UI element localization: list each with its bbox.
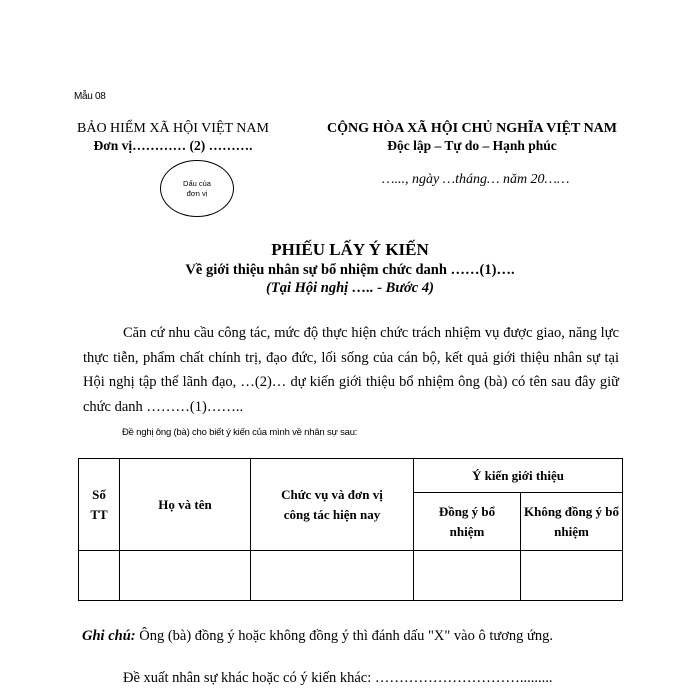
national-motto: Độc lập – Tự do – Hạnh phúc bbox=[387, 138, 557, 153]
document-title: PHIẾU LẤY Ý KIẾN bbox=[271, 240, 429, 259]
opinion-table bbox=[78, 458, 623, 601]
national-header bbox=[322, 120, 622, 154]
header-name: Họ và tên bbox=[120, 459, 251, 551]
unit-line: Đơn vị………… (2) ………. bbox=[93, 138, 253, 153]
cell-agree[interactable] bbox=[414, 551, 521, 601]
document-subtitle-italic: (Tại Hội nghị ….. - Bước 4) bbox=[266, 280, 434, 296]
suggestion-line: Đề xuất nhân sự khác hoặc có ý kiến khác: …………………………......... bbox=[123, 670, 553, 686]
header-agree: Đồng ý bổ nhiệm bbox=[414, 493, 521, 551]
cell-disagree[interactable] bbox=[521, 551, 623, 601]
org-name: BẢO HIỂM XÃ HỘI VIỆT NAM bbox=[77, 121, 269, 136]
cell-no[interactable] bbox=[79, 551, 120, 601]
cell-position[interactable] bbox=[251, 551, 414, 601]
seal-placeholder bbox=[160, 160, 234, 217]
header-position: Chức vụ và đơn vị công tác hiện nay bbox=[251, 459, 414, 551]
header-disagree: Không đồng ý bổ nhiệm bbox=[521, 493, 623, 551]
date-line: …..., ngày …tháng… năm 20…… bbox=[382, 172, 570, 187]
document-subtitle: Về giới thiệu nhân sự bổ nhiệm chức danh ……(1)…. bbox=[185, 262, 515, 278]
header-opinion: Ý kiến giới thiệu bbox=[414, 459, 623, 493]
table-row bbox=[79, 551, 623, 601]
form-code: Mẫu 08 bbox=[74, 91, 106, 102]
country-name: CỘNG HÒA XÃ HỘI CHỦ NGHĨA VIỆT NAM bbox=[326, 121, 617, 136]
body-paragraph: Căn cứ nhu cầu công tác, mức độ thực hiện chức trách nhiệm vụ được giao, năng lực thực tiễn, phẩm chất chính trị, đạo đức, lối sống của cán bộ, kết quả giới thiệu nhân sự tại Hội nghị tập thể lãnh đạo, …(2)… dự kiến giới thiệu bổ nhiệm ông (bà) có tên sau đây giữ chức danh ………(1)…….. bbox=[83, 325, 619, 415]
note-label: Ghi chú: bbox=[82, 628, 136, 644]
note-text: Ông (bà) đồng ý hoặc không đồng ý thì đánh dấu "X" vào ô tương ứng. bbox=[135, 628, 553, 644]
organization-header bbox=[60, 120, 286, 154]
seal-text: Dấu của đơn vị bbox=[183, 178, 211, 198]
header-no: Số TT bbox=[79, 459, 120, 551]
request-text: Đề nghị ông (bà) cho biết ý kiến của mình về nhân sự sau: bbox=[122, 427, 358, 438]
cell-name[interactable] bbox=[120, 551, 251, 601]
note-line bbox=[82, 628, 553, 645]
